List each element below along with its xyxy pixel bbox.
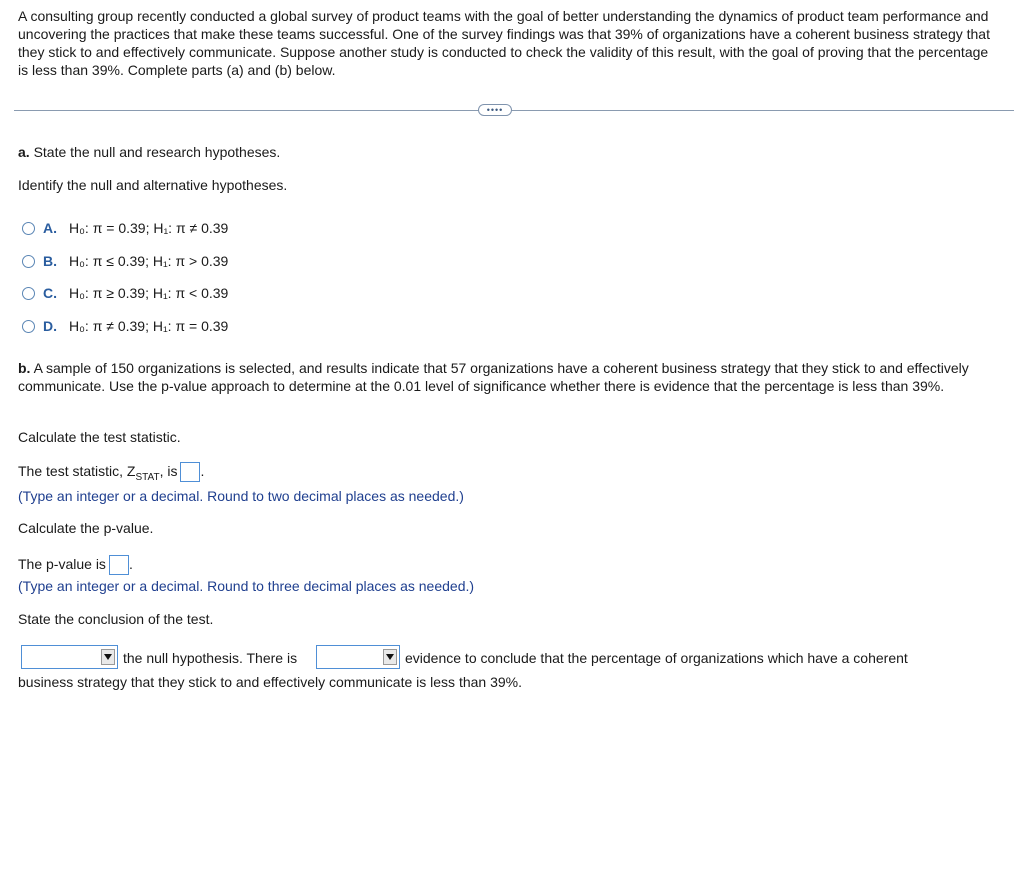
test-stat-suffix: , is — [159, 463, 178, 479]
option-b[interactable] — [22, 252, 228, 270]
part-b-text: A sample of 150 organizations is selected, and results indicate that 57 organizations have a coherent business strategy that they stick to and effectively communicate. Use the p-value approach to determine at the 0.01 level of significance whether there is evidence that the percentage is less than 39%. — [18, 360, 969, 394]
part-a-title: State the null and research hypotheses. — [29, 144, 281, 160]
radio-icon[interactable] — [22, 320, 35, 333]
conclusion-mid-text: the null hypothesis. There is — [123, 650, 298, 666]
p-value-row: The p-value is . — [18, 555, 133, 575]
more-options-button[interactable]: •••• — [478, 104, 512, 116]
radio-icon[interactable] — [22, 287, 35, 300]
option-letter: A. — [43, 220, 57, 236]
part-a-heading — [18, 143, 280, 161]
option-c[interactable] — [22, 284, 228, 302]
option-a[interactable] — [22, 219, 228, 237]
part-a-instruction: Identify the null and alternative hypotheses. — [18, 177, 288, 193]
test-stat-hint: (Type an integer or a decimal. Round to two decimal places as needed.) — [18, 488, 464, 504]
test-stat-input[interactable] — [180, 462, 200, 482]
reject-decision-dropdown[interactable] — [21, 645, 118, 669]
calc-stat-label: Calculate the test statistic. — [18, 429, 181, 445]
option-letter: D. — [43, 318, 57, 334]
calc-p-label: Calculate the p-value. — [18, 520, 154, 536]
section-divider — [14, 110, 1014, 111]
problem-intro: A consulting group recently conducted a global survey of product teams with the goal of better understanding the dynamics of product team performance and uncovering the practices that make these teams successful. One of the survey findings was that 39% of organizations have a coherent business strategy that they stick to and effectively communicate. Suppose another study is conducted to check the validity of this result, with the goal of proving that the percentage is less than 39%. Complete parts (a) and (b) below. — [18, 8, 990, 78]
conclusion-line2: business strategy that they stick to and effectively communicate is less than 39%. — [18, 674, 522, 690]
part-a-label: a. — [18, 144, 30, 160]
radio-icon[interactable] — [22, 255, 35, 268]
conclusion-label: State the conclusion of the test. — [18, 611, 214, 627]
conclusion-end-text: evidence to conclude that the percentage of organizations which have a coherent — [405, 650, 908, 666]
option-d[interactable] — [22, 317, 228, 335]
radio-icon[interactable] — [22, 222, 35, 235]
p-value-hint: (Type an integer or a decimal. Round to three decimal places as needed.) — [18, 578, 475, 594]
option-text: H₀: π ≤ 0.39; H₁: π > 0.39 — [69, 253, 229, 269]
part-b-description — [18, 359, 993, 395]
evidence-dropdown[interactable] — [316, 645, 400, 669]
option-text: H₀: π = 0.39; H₁: π ≠ 0.39 — [69, 220, 229, 236]
dropdown-arrow-icon[interactable] — [383, 649, 397, 665]
dropdown-arrow-icon[interactable] — [101, 649, 115, 665]
part-b-label: b. — [18, 360, 31, 376]
option-letter: C. — [43, 285, 57, 301]
option-text: H₀: π ≠ 0.39; H₁: π = 0.39 — [69, 318, 229, 334]
test-stat-subscript: STAT — [135, 471, 160, 483]
option-text: H₀: π ≥ 0.39; H₁: π < 0.39 — [69, 285, 229, 301]
option-letter: B. — [43, 253, 57, 269]
p-value-prefix: The p-value is — [18, 556, 106, 572]
test-stat-row: The test statistic, $Z_{STAT}$, is . — [18, 463, 205, 483]
p-value-input[interactable] — [109, 555, 129, 575]
test-stat-prefix: The test statistic, Z — [18, 463, 136, 479]
